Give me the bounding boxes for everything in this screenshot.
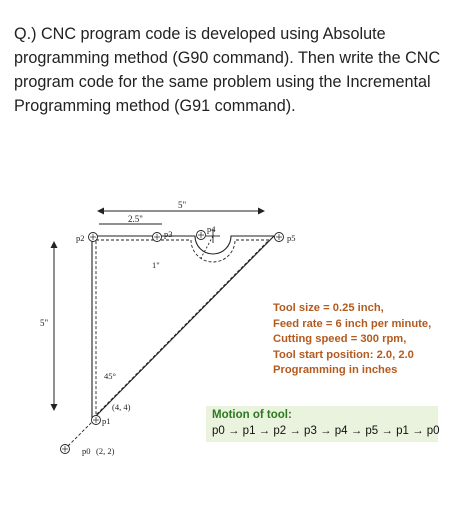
parameter-line: Tool size = 0.25 inch,	[273, 302, 384, 314]
parameter-line: Programming in inches	[273, 364, 398, 376]
point-p1	[92, 416, 101, 425]
motion-title: Motion of tool:	[212, 409, 292, 421]
parameter-line: Cutting speed = 300 rpm,	[273, 333, 407, 345]
label-p5: p5	[287, 233, 296, 243]
parameter-line: Tool start position: 2.0, 2.0	[273, 348, 414, 361]
parameter-line: Feed rate = 6 inch per minute,	[273, 317, 432, 330]
part-outline	[92, 236, 274, 420]
label-p1: p1	[102, 416, 111, 426]
dimension-half-label: 2.5"	[128, 214, 143, 224]
point-p2	[89, 233, 98, 242]
p1-coordinate: (4, 4)	[112, 402, 131, 412]
motion-sequence: p0 → p1 → p2 → p3 → p4 → p5 → p1 → p0	[212, 425, 440, 437]
label-p4: p4	[207, 224, 216, 234]
label-p3: p3	[164, 229, 173, 239]
machining-parameters	[273, 301, 431, 379]
motion-box	[206, 406, 438, 442]
question-line: Programming method (G91 command).	[14, 97, 296, 115]
dimension-top-label: 5"	[178, 200, 187, 210]
point-p4	[197, 231, 206, 240]
radius-label: 1"	[152, 260, 160, 270]
point-p0	[61, 445, 70, 454]
tool-path-dashed	[96, 240, 269, 415]
dimension-left-label: 5"	[40, 318, 49, 328]
question-line: Q.) CNC program code is developed using Absolute	[14, 25, 386, 43]
p0-coordinate: (2, 2)	[96, 446, 115, 456]
label-p2: p2	[76, 233, 85, 243]
angle-label: 45°	[104, 371, 116, 381]
label-p0: p0	[82, 446, 91, 456]
point-p3	[153, 233, 162, 242]
question-line: program code for the same problem using the Incremental	[14, 73, 431, 91]
point-p5	[275, 233, 284, 242]
question-line: programming method (G90 command). Then write the CNC	[14, 49, 441, 67]
